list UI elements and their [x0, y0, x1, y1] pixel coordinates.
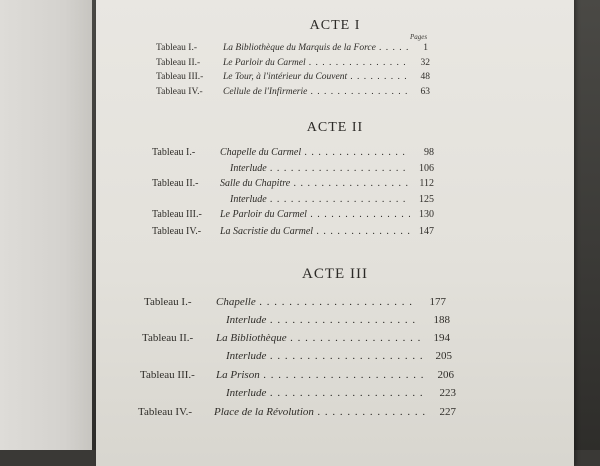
entry-page: 188 [433, 314, 450, 326]
leader-dots [376, 43, 408, 53]
entry-label: Tableau IV.- [156, 87, 203, 97]
toc-entry [96, 332, 574, 350]
entry-label: Tableau II.- [156, 58, 201, 68]
entry-label: Tableau III.- [152, 209, 202, 220]
leader-dots [307, 87, 408, 97]
entry-label: Tableau III.- [156, 72, 204, 82]
entry-title: La Prison [216, 369, 260, 381]
toc-entry [96, 296, 574, 314]
leader-dots [306, 58, 408, 68]
pages-column-label: Pages [410, 33, 428, 41]
entry-page: 106 [419, 163, 434, 174]
entry-title: La Bibliothèque [216, 332, 287, 344]
leader-dots [260, 369, 426, 381]
entry-title: Chapelle [216, 296, 256, 308]
leader-dots [267, 194, 410, 205]
leader-dots [266, 314, 420, 326]
toc-entry [96, 314, 574, 332]
entry-page: 147 [419, 226, 434, 237]
entry-page: 125 [419, 194, 434, 205]
entry-label: Tableau I.- [152, 147, 196, 158]
entry-title: Interlude [226, 314, 267, 326]
entry-label: Tableau IV.- [152, 226, 202, 237]
entry-page: 98 [424, 147, 434, 158]
toc-entry [96, 369, 574, 387]
entry-title: Interlude [226, 387, 267, 399]
entry-page: 177 [429, 296, 446, 308]
left-page-edge [0, 0, 92, 450]
leader-dots [256, 296, 416, 308]
entry-page: 223 [439, 387, 456, 399]
entry-title: Le Tour, à l'intérieur du Couvent [223, 72, 348, 82]
leader-dots [266, 387, 428, 399]
entry-label: Tableau IV.- [138, 406, 193, 418]
leader-dots [347, 72, 408, 82]
entry-label: Tableau II.- [152, 178, 199, 189]
leader-dots [266, 350, 424, 362]
entry-page: 63 [420, 87, 430, 97]
entry-title: Le Parloir du Carmel [220, 209, 307, 220]
table-of-contents-page [96, 0, 574, 466]
entry-title: Interlude [230, 194, 267, 205]
entry-title: Interlude [226, 350, 267, 362]
entry-page: 48 [420, 72, 430, 82]
leader-dots [301, 147, 410, 158]
toc-entry [96, 350, 574, 368]
leader-dots [287, 332, 420, 344]
entry-page: 130 [419, 209, 434, 220]
entry-title: Interlude [230, 163, 267, 174]
leader-dots [290, 178, 410, 189]
entry-title: Le Parloir du Carmel [223, 58, 306, 68]
entry-page: 1 [423, 43, 428, 53]
entry-label: Tableau II.- [142, 332, 194, 344]
entry-page: 206 [437, 369, 454, 381]
leader-dots [267, 163, 410, 174]
toc-entry [96, 387, 574, 405]
leader-dots [314, 406, 428, 418]
toc-entry [96, 87, 574, 105]
act-3-heading: ACTE III [302, 266, 368, 282]
entry-page: 205 [435, 350, 452, 362]
entry-title: Chapelle du Carmel [220, 147, 302, 158]
entry-page: 194 [433, 332, 450, 344]
entry-title: Salle du Chapitre [220, 178, 291, 189]
leader-dots [313, 226, 410, 237]
act-1-heading: ACTE I [309, 18, 361, 33]
entry-label: Tableau I.- [156, 43, 198, 53]
toc-entry [96, 226, 574, 244]
entry-title: Cellule de l'Infirmerie [223, 87, 308, 97]
leader-dots [307, 209, 410, 220]
entry-label: Tableau I.- [144, 296, 192, 308]
entry-label: Tableau III.- [140, 369, 195, 381]
entry-page: 112 [419, 178, 434, 189]
entry-title: Place de la Révolution [214, 406, 314, 418]
act-2-heading: ACTE II [306, 120, 364, 135]
toc-entry [96, 406, 574, 424]
entry-page: 32 [420, 58, 430, 68]
entry-title: La Bibliothèque du Marquis de la Force [223, 43, 376, 53]
entry-title: La Sacristie du Carmel [220, 226, 314, 237]
entry-page: 227 [439, 406, 456, 418]
toc-entry [96, 209, 574, 227]
